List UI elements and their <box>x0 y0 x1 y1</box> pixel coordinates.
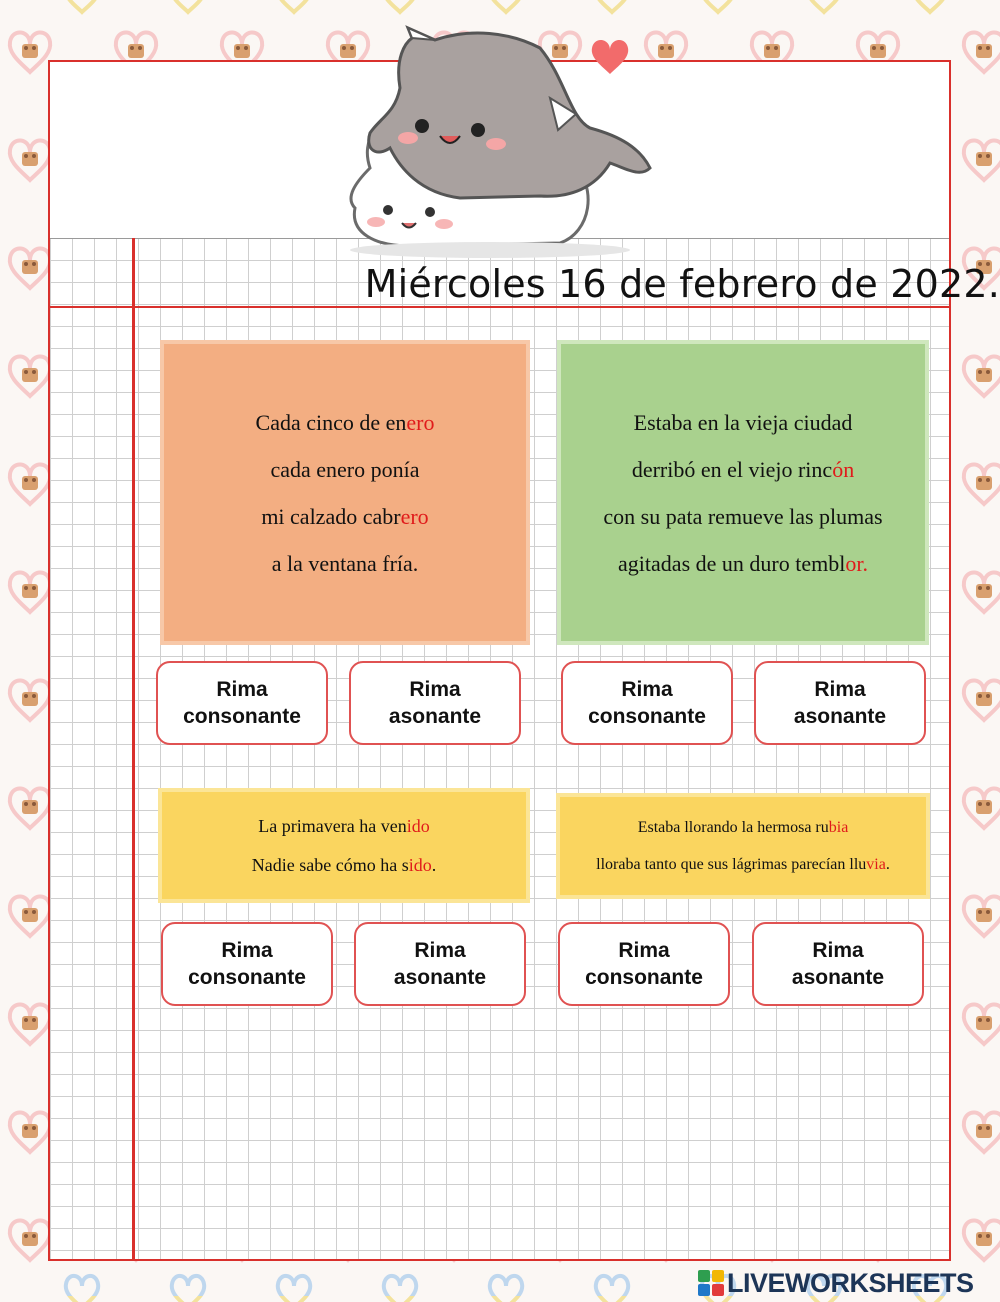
poem-1-consonante-button[interactable] <box>156 661 328 745</box>
poem-line: Estaba llorando la hermosa rubia <box>637 819 849 836</box>
worksheet-date: Miércoles 16 de febrero de 2022. <box>364 262 1000 306</box>
poem-2-asonante-button[interactable] <box>754 661 926 745</box>
option-label: Rima consonante <box>588 678 706 728</box>
poem-4-asonante-button[interactable] <box>752 922 924 1006</box>
liveworksheets-brand[interactable] <box>698 1268 974 1298</box>
poem-line: Cada cinco de enero <box>255 409 435 435</box>
option-label: Rima consonante <box>183 678 301 728</box>
poem-line: Estaba en la vieja ciudad <box>633 409 853 435</box>
poem-line: mi calzado cabrero <box>261 503 429 529</box>
poem-3-asonante-button[interactable] <box>354 922 526 1006</box>
liveworksheets-logo-icon <box>698 1270 724 1296</box>
poem-box-4 <box>556 793 930 899</box>
option-label: Rima asonante <box>793 678 887 728</box>
poem-2-consonante-button[interactable] <box>561 661 733 745</box>
poem-line: con su pata remueve las plumas <box>603 503 883 529</box>
poem-3-consonante-button[interactable] <box>161 922 333 1006</box>
option-label: Rima asonante <box>388 678 482 728</box>
poem-box-1 <box>160 340 530 645</box>
brand-name: LIVEWORKSHEETS <box>727 1267 974 1298</box>
poem-box-3 <box>158 788 530 903</box>
poem-line: La primavera ha venido <box>258 815 430 836</box>
option-label: Rima asonante <box>393 939 487 989</box>
option-label: Rima consonante <box>188 939 306 989</box>
poem-line: lloraba tanto que sus lágrimas parecían lluvia. <box>596 856 890 873</box>
cats-illustration <box>340 18 670 263</box>
poem-box-2 <box>557 340 929 645</box>
option-label: Rima asonante <box>791 939 885 989</box>
poem-line: cada enero ponía <box>270 456 420 482</box>
poem-line: agitadas de un duro temblor. <box>618 550 868 576</box>
poem-line: derribó en el viejo rincón <box>631 456 855 482</box>
notebook-margin-vertical <box>132 238 135 1261</box>
poem-line: a la ventana fría. <box>271 550 419 576</box>
poem-line: Nadie sabe cómo ha sido. <box>251 854 437 875</box>
option-label: Rima consonante <box>585 939 703 989</box>
poem-1-asonante-button[interactable] <box>349 661 521 745</box>
notebook-margin-horizontal <box>50 306 949 308</box>
poem-4-consonante-button[interactable] <box>558 922 730 1006</box>
